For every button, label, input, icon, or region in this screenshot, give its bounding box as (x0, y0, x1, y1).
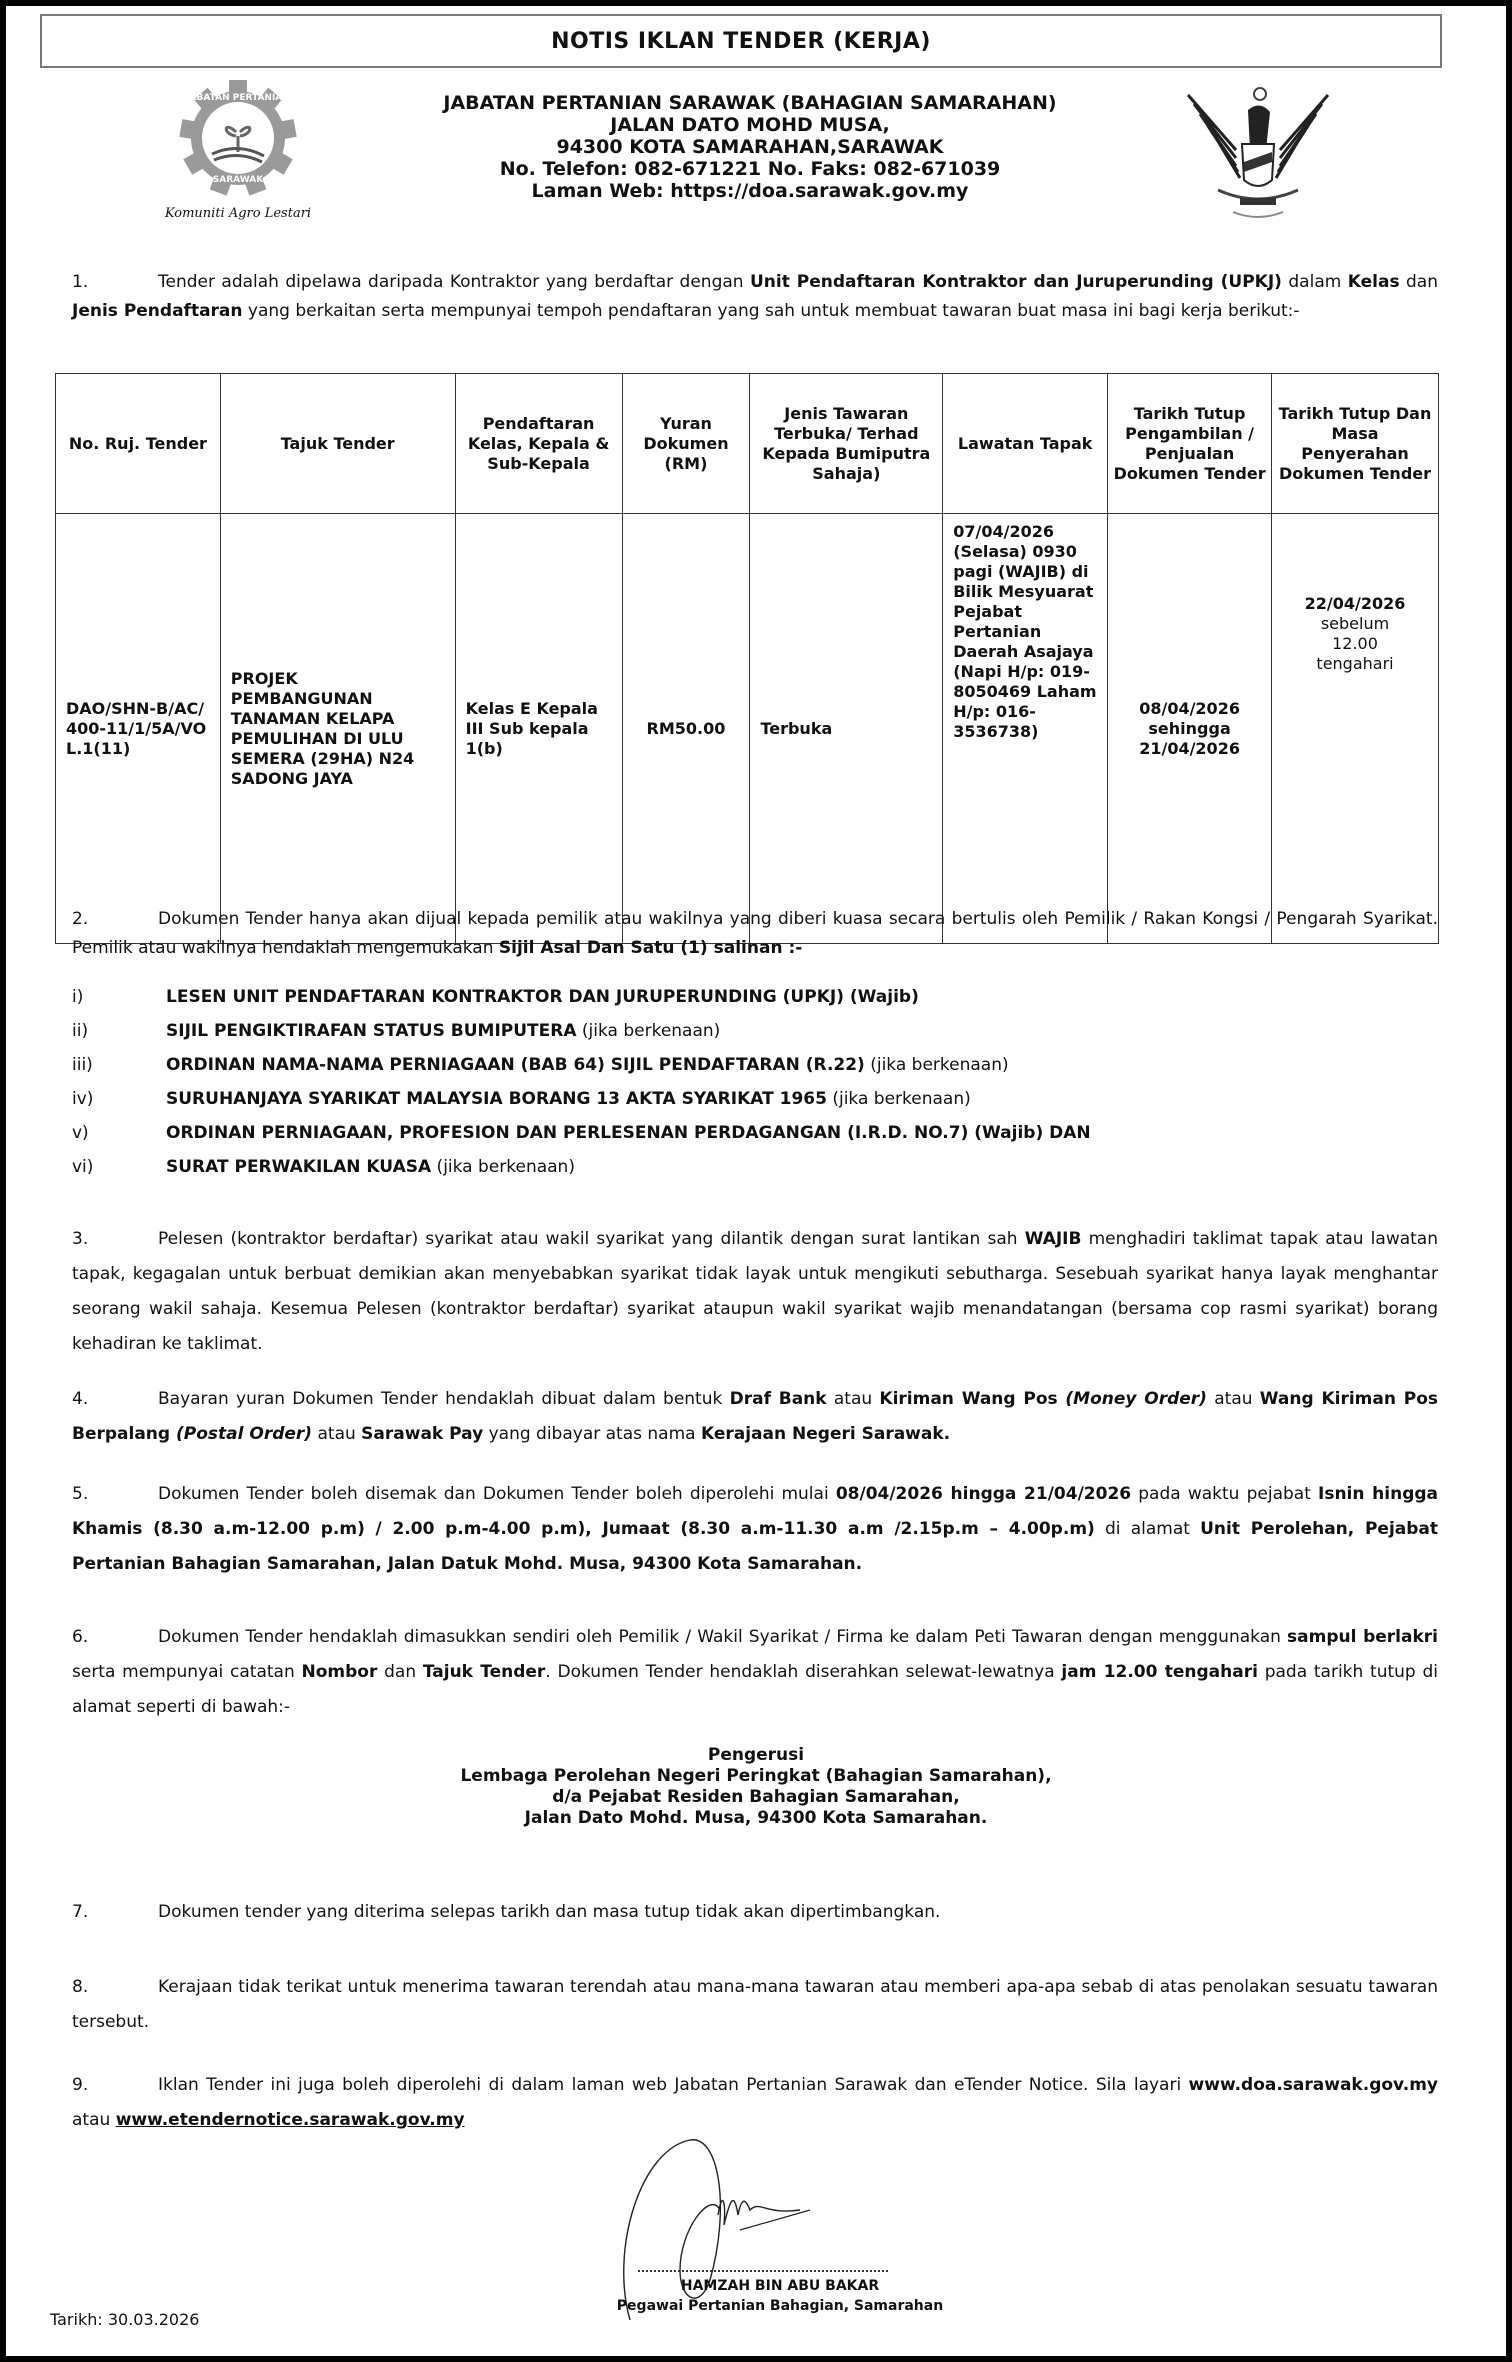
paragraph-5: 5. Dokumen Tender boleh disemak dan Dokumen Tender boleh diperolehi mulai 08/04/2026 hingga 21/04/2026 pada waktu pejabat Isnin hingga Khamis (8.30 a.m-12.00 p.m) / 2.00 p.m-4.00 p.m), Jumaat (8.30 a.m-11.30 a.m /2.15p.m – 4.00p.m) di alamat Unit Perolehan, Pejabat Pertanian Bahagian Samarahan, Jalan Datuk Mohd. Musa, 94300 Kota Samarahan. (72, 1484, 1439, 1574)
paragraph-4: 4. Bayaran yuran Dokumen Tender hendaklah dibuat dalam bentuk Draf Bank atau Kiriman Wang Pos (Money Order) atau Wang Kiriman Pos Berpalang (Postal Order) atau Sarawak Pay yang dibayar atas nama Kerajaan Negeri Sarawak. (72, 1389, 1438, 1444)
notice-title-box (40, 14, 1442, 68)
letterhead-phone-fax: No. Telefon: 082-671221 No. Faks: 082-671039 (499, 158, 1001, 180)
cell-offer-type: Terbuka (750, 514, 943, 944)
jabatan-pertanian-logo (158, 78, 318, 228)
address-line: Pengerusi (707, 1745, 805, 1765)
sale-to-date: 21/04/2026 (1139, 738, 1240, 758)
list-item: vi) SURAT PERWAKILAN KUASA (jika berkenaan) (72, 1157, 575, 1177)
header-registration: Pendaftaran Kelas, Kepala & Sub-Kepala (455, 374, 622, 514)
required-documents-list (72, 980, 1452, 1184)
doa-website-link[interactable]: www.doa.sarawak.gov.my (1188, 2075, 1438, 2095)
paragraph-7: 7. Dokumen tender yang diterima selepas tarikh dan masa tutup tidak akan dipertimbangkan. (72, 1902, 941, 1922)
table-row (56, 514, 1439, 944)
signature-line (638, 2270, 888, 2272)
header-document-fee: Yuran Dokumen (RM) (622, 374, 750, 514)
table-header-row (56, 374, 1439, 514)
paragraph-1: 1. Tender adalah dipelawa daripada Kontraktor yang berdaftar dengan Unit Pendaftaran Kontraktor dan Juruperunding (UPKJ) dalam Kelas dan Jenis Pendaftaran yang berkaitan serta mempunyai tempoh pendaftaran yang sah untuk membuat tawaran buat masa ini bagi kerja berikut:- (72, 268, 1438, 326)
gear-emblem-icon (158, 78, 318, 203)
header-submission-closing: Tarikh Tutup Dan Masa Penyerahan Dokumen Tender (1272, 374, 1439, 514)
signatory-name: HAMZAH BIN ABU BAKAR (680, 2278, 880, 2294)
closing-before: sebelum (1320, 614, 1390, 633)
signatory-title: Pegawai Pertanian Bahagian, Samarahan (616, 2298, 944, 2314)
letterhead (330, 92, 1170, 202)
etender-website-link[interactable]: www.etendernotice.sarawak.gov.my (115, 2110, 465, 2130)
letterhead-website: Laman Web: https://doa.sarawak.gov.my (531, 180, 969, 202)
header-reference-no: No. Ruj. Tender (56, 374, 221, 514)
paragraph-6: 6. Dokumen Tender hendaklah dimasukkan sendiri oleh Pemilik / Wakil Syarikat / Firma ke dalam Peti Tawaran dengan menggunakan sampul berlakri serta mempunyai catatan Nombor dan Tajuk Tender. Dokumen Tender hendaklah diserahkan selewat-lewatnya jam 12.00 tengahari pada tarikh tutup di alamat seperti di bawah:- (72, 1627, 1438, 1717)
cell-sale-period (1108, 514, 1272, 944)
cell-document-fee: RM50.00 (622, 514, 750, 944)
cell-closing (1272, 514, 1439, 944)
letterhead-city: 94300 KOTA SAMARAHAN,SARAWAK (556, 136, 944, 158)
letterhead-department: JABATAN PERTANIAN SARAWAK (BAHAGIAN SAMARAHAN) (443, 92, 1057, 114)
signature-block (600, 2130, 960, 2320)
svg-text:SARAWAK: SARAWAK (212, 175, 264, 185)
header-sale-closing: Tarikh Tutup Pengambilan / Penjualan Dokumen Tender (1108, 374, 1272, 514)
sarawak-coat-of-arms (1178, 80, 1338, 230)
letterhead-street: JALAN DATO MOHD MUSA, (610, 114, 890, 136)
closing-date: 22/04/2026 (1304, 594, 1406, 613)
svg-text:JABATAN PERTANIAN: JABATAN PERTANIAN (186, 93, 290, 103)
submission-address (330, 1745, 1182, 1829)
address-line: Jalan Dato Mohd. Musa, 94300 Kota Samarahan. (524, 1808, 988, 1828)
paragraph-9: 9. Iklan Tender ini juga boleh diperolehi di dalam laman web Jabatan Pertanian Sarawak dan eTender Notice. Sila layari www.doa.sarawak.gov.my atau www.etendernotice.sarawak.gov.my (72, 2075, 1438, 2130)
list-item: iii) ORDINAN NAMA-NAMA PERNIAGAAN (BAB 64) SIJIL PENDAFTARAN (R.22) (jika berkenaan) (72, 1055, 1009, 1075)
header-site-visit: Lawatan Tapak (943, 374, 1108, 514)
notice-title: NOTIS IKLAN TENDER (KERJA) (551, 28, 931, 54)
cell-tender-title: PROJEK PEMBANGUNAN TANAMAN KELAPA PEMULIHAN DI ULU SEMERA (29HA) N24 SADONG JAYA (220, 514, 455, 944)
hornbill-crest-icon (1178, 80, 1338, 230)
header-tender-title: Tajuk Tender (220, 374, 455, 514)
paragraph-8: 8. Kerajaan tidak terikat untuk menerima tawaran terendah atau mana-mana tawaran atau memberi apa-apa sebab di atas penolakan sesuatu tawaran tersebut. (72, 1977, 1438, 2032)
list-item: i) LESEN UNIT PENDAFTARAN KONTRAKTOR DAN JURUPERUNDING (UPKJ) (Wajib) (72, 987, 919, 1007)
address-line: Lembaga Perolehan Negeri Peringkat (Bahagian Samarahan), (460, 1766, 1052, 1786)
list-item: iv) SURUHANJAYA SYARIKAT MALAYSIA BORANG 13 AKTA SYARIKAT 1965 (jika berkenaan) (72, 1089, 971, 1109)
logo-tagline: Komuniti Agro Lestari (164, 206, 312, 221)
sale-connector: sehingga (1148, 718, 1231, 738)
paragraph-2: 2. Dokumen Tender hanya akan dijual kepada pemilik atau wakilnya yang diberi kuasa secara bertulis oleh Pemilik / Rakan Kongsi / Pengarah Syarikat. Pemilik atau wakilnya hendaklah mengemukakan Sijil Asal Dan Satu (1) salinan :- (72, 909, 1438, 958)
list-item: ii) SIJIL PENGIKTIRAFAN STATUS BUMIPUTERA (jika berkenaan) (72, 1021, 721, 1041)
cell-registration: Kelas E Kepala III Sub kepala 1(b) (455, 514, 622, 944)
sale-from-date: 08/04/2026 (1139, 698, 1240, 718)
cell-reference-no: DAO/SHN-B/AC/400-11/1/5A/VOL.1(11) (56, 514, 221, 944)
header-offer-type: Jenis Tawaran Terbuka/ Terhad Kepada Bumiputra Sahaja) (750, 374, 943, 514)
closing-noon: tengahari (1316, 654, 1394, 673)
closing-time: 12.00 (1332, 634, 1378, 653)
document-date: Tarikh: 30.03.2026 (50, 2310, 200, 2329)
paragraph-number: 1. (72, 272, 89, 292)
tender-table (55, 373, 1439, 944)
cell-site-visit: 07/04/2026 (Selasa) 0930 pagi (WAJIB) di Bilik Mesyuarat Pejabat Pertanian Daerah Asajaya (Napi H/p: 019-8050469 Laham H/p: 016-3536738) (943, 514, 1108, 944)
list-item: v) ORDINAN PERNIAGAAN, PROFESION DAN PERLESENAN PERDAGANGAN (I.R.D. NO.7) (Wajib) DAN (72, 1123, 1091, 1143)
address-line: d/a Pejabat Residen Bahagian Samarahan, (552, 1787, 960, 1807)
paragraph-3: 3. Pelesen (kontraktor berdaftar) syarikat atau wakil syarikat yang dilantik dengan surat lantikan sah WAJIB menghadiri taklimat tapak atau lawatan tapak, kegagalan untuk berbuat demikian akan menyebabkan syarikat tidak layak untuk mengikuti sebutharga. Sesebuah syarikat hanya layak menghantar seorang wakil sahaja. Kesemua Pelesen (kontraktor berdaftar) syarikat ataupun wakil syarikat wajib menandatangan (bersama cop rasmi syarikat) borang kehadiran ke taklimat. (72, 1229, 1438, 1354)
